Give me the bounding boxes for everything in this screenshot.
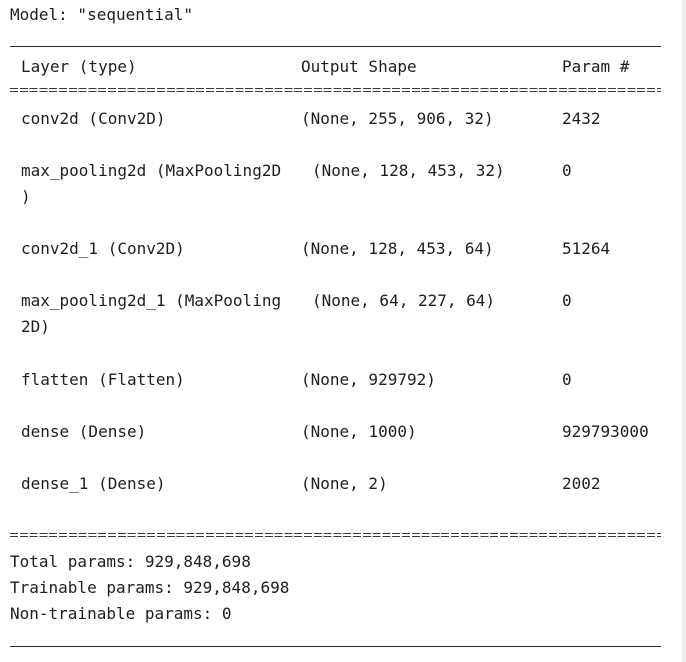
output-shape: (None, 929792) [301,370,436,389]
output-shape: (None, 128, 453, 32) [312,161,505,180]
output-shape: (None, 128, 453, 64) [301,239,494,258]
header-output-shape: Output Shape [301,57,417,76]
non-trainable-params: Non-trainable params: 0 [10,604,232,623]
output-shape: (None, 64, 227, 64) [312,291,496,310]
layer-name: max_pooling2d_1 (MaxPooling [21,291,282,310]
output-shape: (None, 2) [301,474,388,493]
bottom-rule [10,646,661,647]
param-count: 51264 [562,239,611,258]
model-name-line: Model: "sequential" [10,5,194,24]
layer-name: max_pooling2d (MaxPooling2D [21,161,282,180]
top-rule [10,46,661,47]
trainable-params: Trainable params: 929,848,698 [10,578,290,597]
layer-name: conv2d (Conv2D) [21,109,166,128]
param-count: 929793000 [562,422,649,441]
layer-name: dense (Dense) [21,422,147,441]
output-shape: (None, 1000) [301,422,417,441]
footer-double-rule [10,533,661,540]
header-double-rule [10,88,661,95]
layer-name: conv2d_1 (Conv2D) [21,239,185,258]
layer-name-continuation: 2D) [21,317,50,336]
layer-name: flatten (Flatten) [21,370,185,389]
output-shape: (None, 255, 906, 32) [301,109,494,128]
param-count: 2002 [562,474,601,493]
header-layer-type: Layer (type) [21,57,137,76]
param-count: 2432 [562,109,601,128]
total-params: Total params: 929,848,698 [10,552,251,571]
param-count: 0 [562,161,572,180]
scrollbar-track[interactable] [682,0,686,662]
param-count: 0 [562,370,572,389]
layer-name-continuation: ) [21,187,31,206]
header-param-count: Param # [562,57,630,76]
param-count: 0 [562,291,572,310]
layer-name: dense_1 (Dense) [21,474,166,493]
